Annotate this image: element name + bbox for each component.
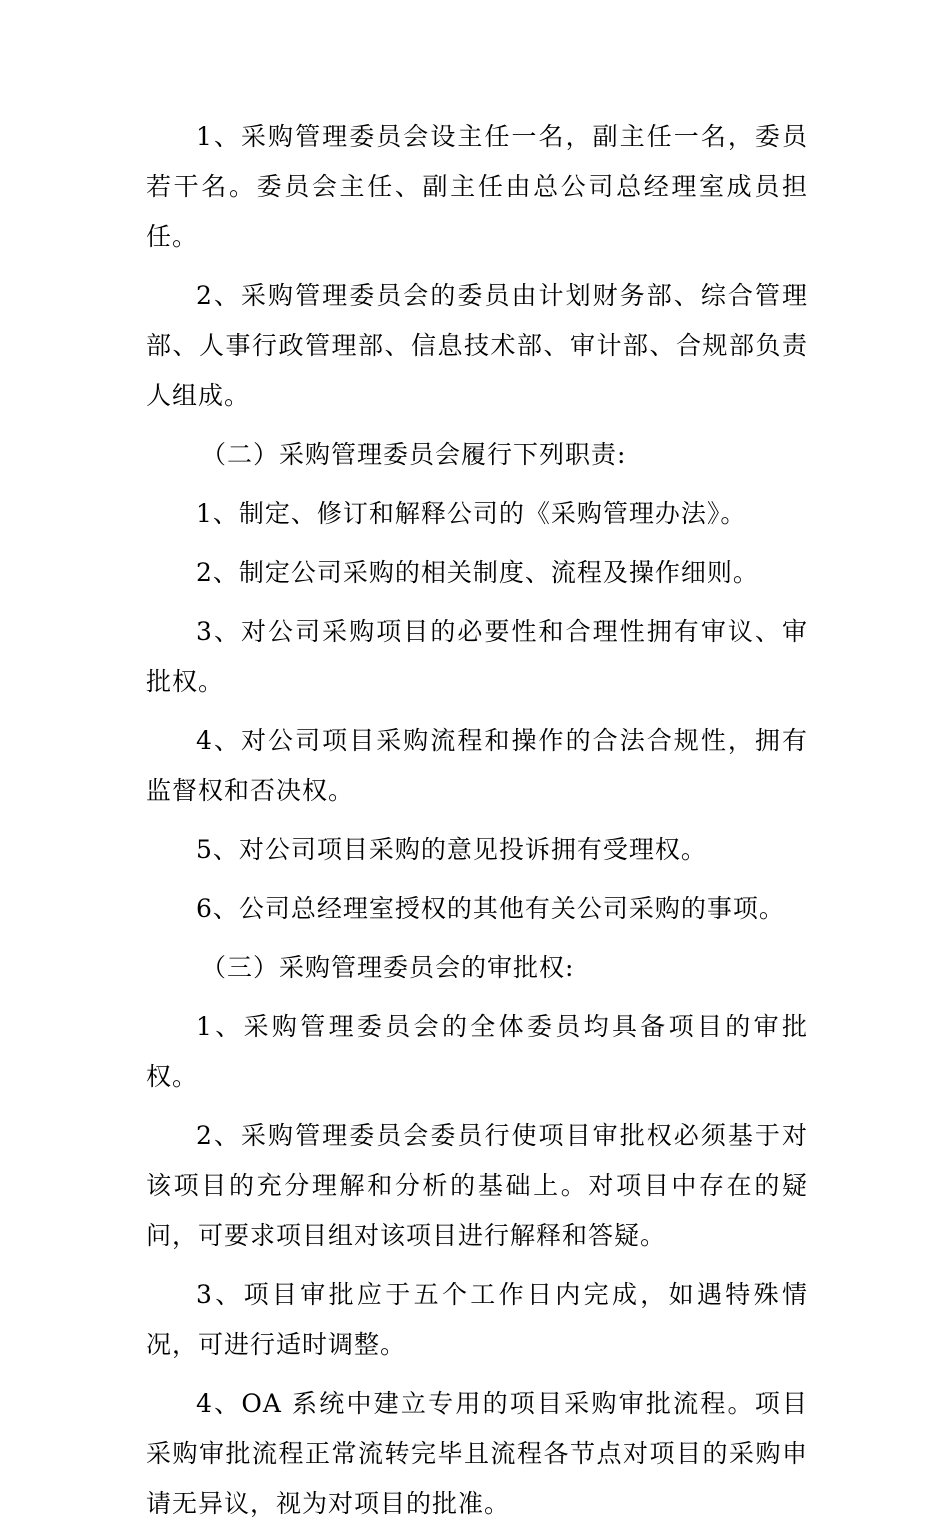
paragraph-duty-4: 4、对公司项目采购流程和操作的合法合规性，拥有监督权和否决权。 <box>146 726 808 805</box>
section-heading-approval: （三）采购管理委员会的审批权: <box>201 953 575 982</box>
paragraph-duty-1: 1、制定、修订和解释公司的《采购管理办法》。 <box>196 499 747 528</box>
paragraph-approval-4: 4、OA 系统中建立专用的项目采购审批流程。项目采购审批流程正常流转完毕且流程各节点对项目的采购申请无异议，视为对项目的批准。 <box>146 1389 808 1518</box>
paragraph-approval-3: 3、项目审批应于五个工作日内完成，如遇特殊情况，可进行适时调整。 <box>146 1280 808 1359</box>
paragraph-committee-composition: 1、采购管理委员会设主任一名，副主任一名，委员若干名。委员会主任、副主任由总公司总经理室成员担任。 <box>146 122 808 251</box>
paragraph-committee-members: 2、采购管理委员会的委员由计划财务部、综合管理部、人事行政管理部、信息技术部、审计部、合规部负责人组成。 <box>146 281 808 410</box>
document-body <box>146 112 808 1538</box>
section-heading-duties: （二）采购管理委员会履行下列职责: <box>201 440 627 469</box>
paragraph-duty-6: 6、公司总经理室授权的其他有关公司采购的事项。 <box>196 894 785 923</box>
paragraph-duty-3: 3、对公司采购项目的必要性和合理性拥有审议、审批权。 <box>146 617 808 696</box>
paragraph-duty-2: 2、制定公司采购的相关制度、流程及操作细则。 <box>196 558 759 587</box>
paragraph-duty-5: 5、对公司项目采购的意见投诉拥有受理权。 <box>196 835 707 864</box>
paragraph-approval-2: 2、采购管理委员会委员行使项目审批权必须基于对该项目的充分理解和分析的基础上。对项目中存在的疑问，可要求项目组对该项目进行解释和答疑。 <box>146 1121 808 1250</box>
paragraph-approval-1: 1、采购管理委员会的全体委员均具备项目的审批权。 <box>146 1012 808 1091</box>
